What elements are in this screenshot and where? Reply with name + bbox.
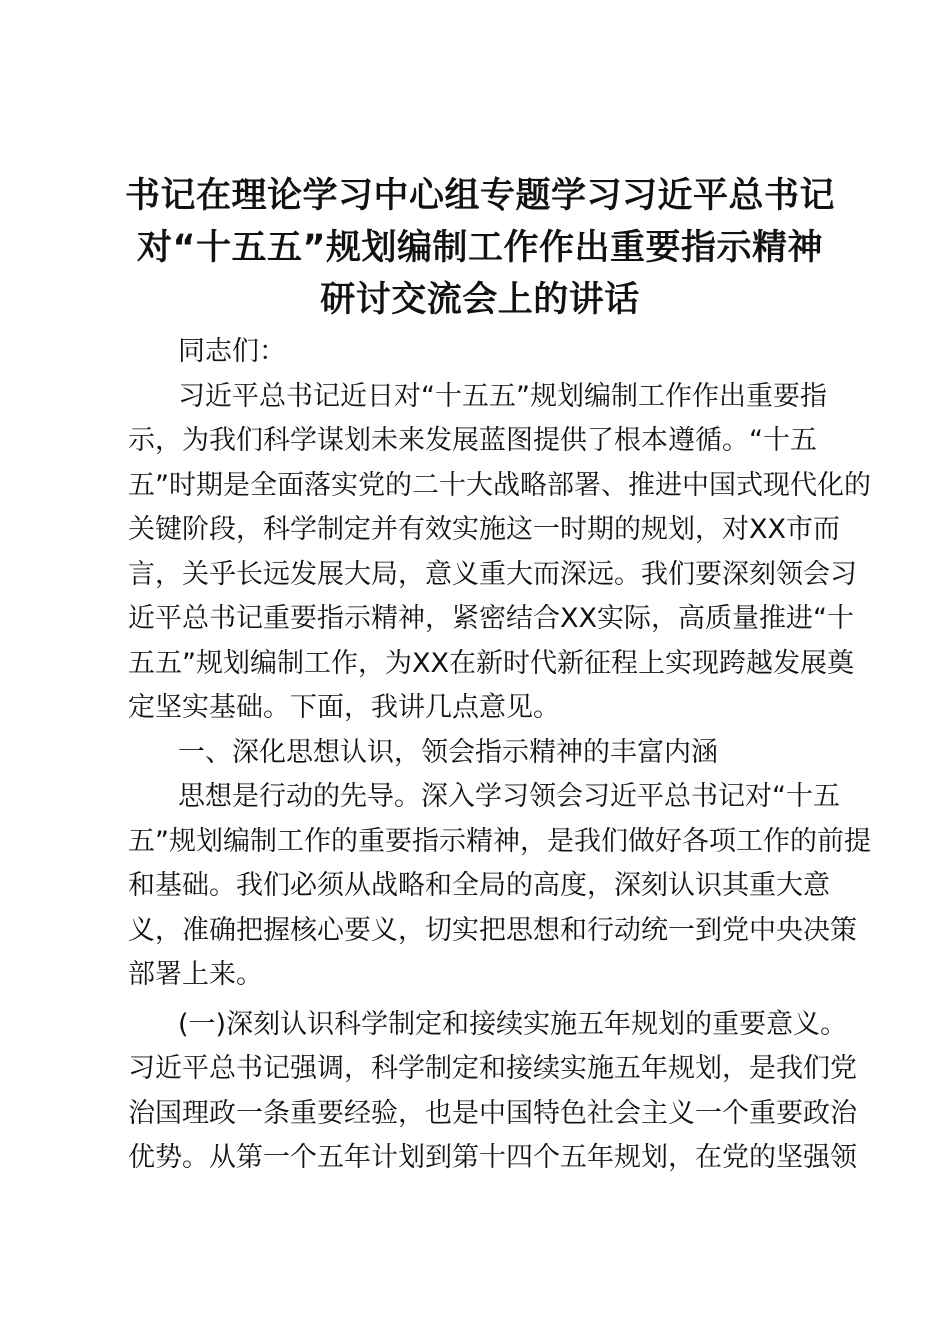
subsection-heading: (一)深刻认识科学制定和接续实施五年规划的重要意义。 [178, 1008, 848, 1040]
title-line: 书记在理论学习中心组专题学习习近平总书记 [124, 176, 835, 216]
salutation: 同志们： [178, 336, 286, 367]
document-body [128, 330, 871, 1181]
paragraph-line: 习近平总书记近日对“十五五”规划编制工作作出重要指 [178, 380, 827, 412]
paragraph-line: 习近平总书记强调，科学制定和接续实施五年规划，是我们党 [128, 1053, 857, 1084]
paragraph-line: 近平总书记重要指示精神，紧密结合XX实际，高质量推进“十 [128, 603, 854, 634]
paragraph-line: 思想是行动的先导。深入学习领会习近平总书记对“十五 [178, 781, 840, 812]
title-line: 对“十五五”规划编制工作作出重要指示精神 [136, 228, 823, 268]
paragraph-line: 五”时期是全面落实党的二十大战略部署、推进中国式现代化的 [128, 469, 871, 501]
paragraph-line: 治国理政一条重要经验，也是中国特色社会主义一个重要政治 [128, 1097, 857, 1129]
paragraph-line: 五”规划编制工作的重要指示精神，是我们做好各项工作的前提 [128, 825, 871, 857]
paragraph-line: 优势。从第一个五年计划到第十四个五年规划，在党的坚强领 [128, 1142, 857, 1173]
paragraph-line: 言，关乎长远发展大局，意义重大而深远。我们要深刻领会习 [128, 558, 857, 590]
title-line: 研讨交流会上的讲话 [320, 280, 640, 320]
paragraph-line: 五五”规划编制工作，为XX在新时代新征程上实现跨越发展奠 [128, 647, 854, 679]
paragraph-line: 和基础。我们必须从战略和全局的高度，深刻认识其重大意 [128, 870, 830, 901]
paragraph-line: 部署上来。 [128, 959, 263, 990]
paragraph-line: 示，为我们科学谋划未来发展蓝图提供了根本遵循。“十五 [128, 425, 817, 456]
paragraph-line: 定坚实基础。下面，我讲几点意见。 [128, 692, 560, 723]
paragraph-line: 义，准确把握核心要义，切实把思想和行动统一到党中央决策 [128, 914, 857, 946]
paragraph-line: 关键阶段，科学制定并有效实施这一时期的规划，对XX市而 [128, 514, 840, 545]
document-title [120, 170, 840, 326]
section-heading: 一、深化思想认识，领会指示精神的丰富内涵 [178, 736, 718, 768]
